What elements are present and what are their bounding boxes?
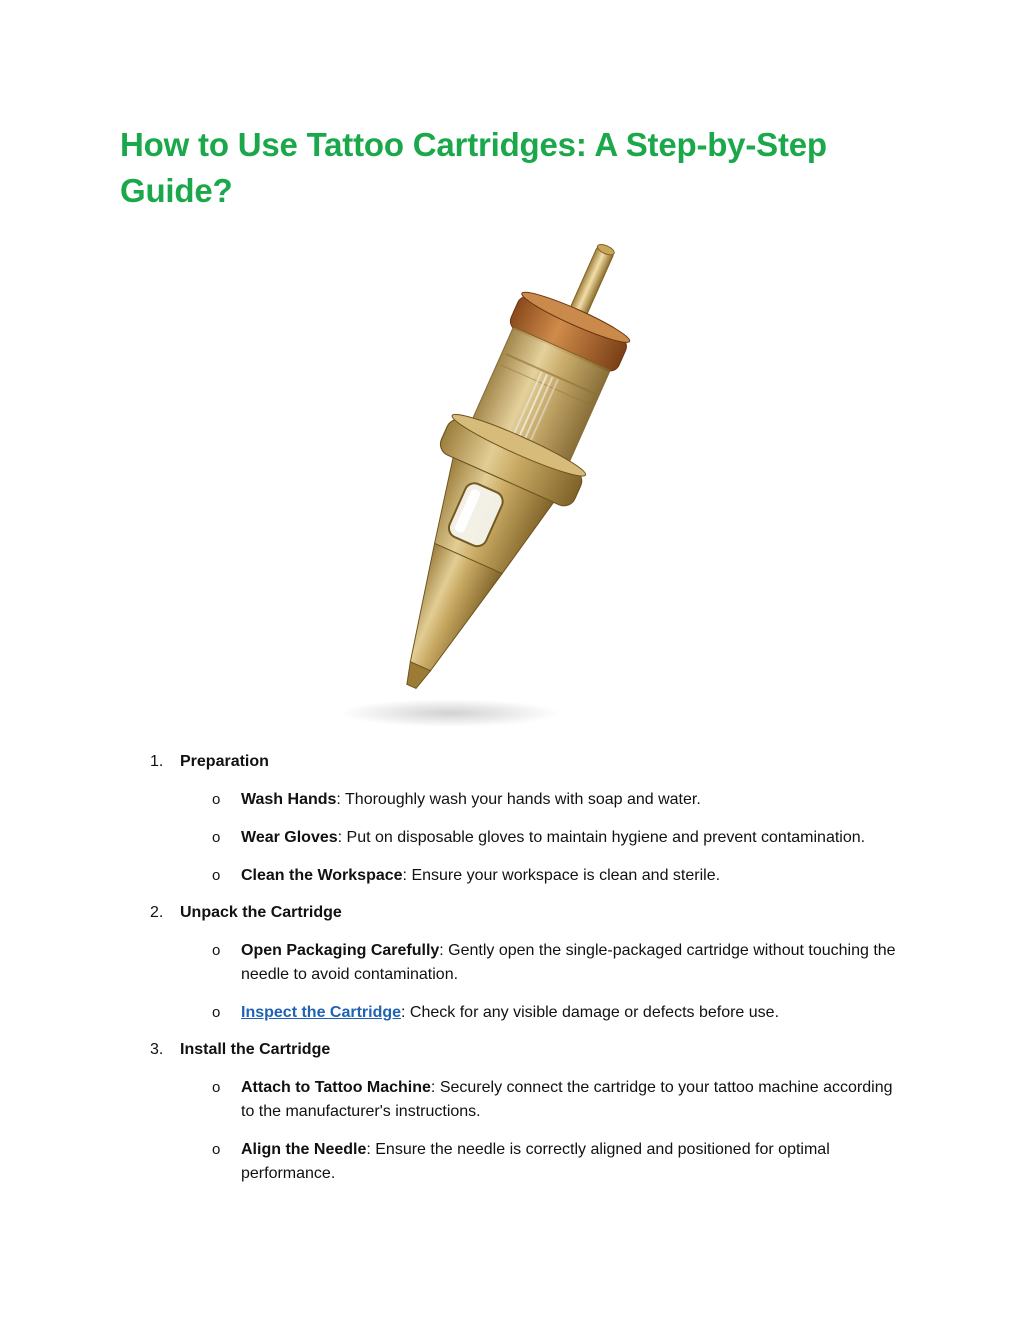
step-1 [150,750,269,774]
step-label: Install the Cartridge [180,1041,331,1058]
item-description: : Gently open the single-packaged cartridge without touching the needle to avoid contamination. [241,942,896,983]
bullet-marker: o [212,867,221,884]
bullet-marker: o [212,1141,221,1158]
step-label: Preparation [180,753,269,770]
cartridge-body [345,235,674,716]
item-description: : Ensure the needle is correctly aligned and positioned for optimal performance. [241,1141,830,1182]
item-description: : Securely connect the cartridge to your tattoo machine according to the manufacturer's instructions. [241,1079,893,1120]
bullet-marker: o [212,1079,221,1096]
item-description: : Put on disposable gloves to maintain hygiene and prevent contamination. [337,829,866,846]
step-2 [150,901,342,925]
item-term: Wear Gloves [241,829,338,846]
item-term: Align the Needle [241,1141,367,1158]
bullet-marker: o [212,829,221,846]
tattoo-cartridge-illustration [300,235,720,740]
page-title: How to Use Tattoo Cartridges: A Step-by-Step Guide? [120,126,827,209]
bullet-marker: o [212,791,221,808]
bullet-marker: o [212,942,221,959]
item-description: : Thoroughly wash your hands with soap and water. [336,791,701,808]
item-term: Clean the Workspace [241,867,403,884]
item-term: Wash Hands [241,791,337,808]
drop-shadow [340,699,560,727]
step-label: Unpack the Cartridge [180,904,342,921]
item-term: Attach to Tattoo Machine [241,1079,431,1096]
step-number: 2. [150,904,164,921]
item-description: : Ensure your workspace is clean and sterile. [402,867,721,884]
item-description: : Check for any visible damage or defects before use. [401,1004,780,1021]
inspect-cartridge-link[interactable]: Inspect the Cartridge [241,1004,402,1021]
item-term: Open Packaging Carefully [241,942,440,959]
tattoo-cartridge-image [300,235,720,740]
bullet-marker: o [212,1004,221,1021]
step-3 [150,1038,330,1062]
step-number: 3. [150,1041,164,1058]
step-number: 1. [150,753,164,770]
